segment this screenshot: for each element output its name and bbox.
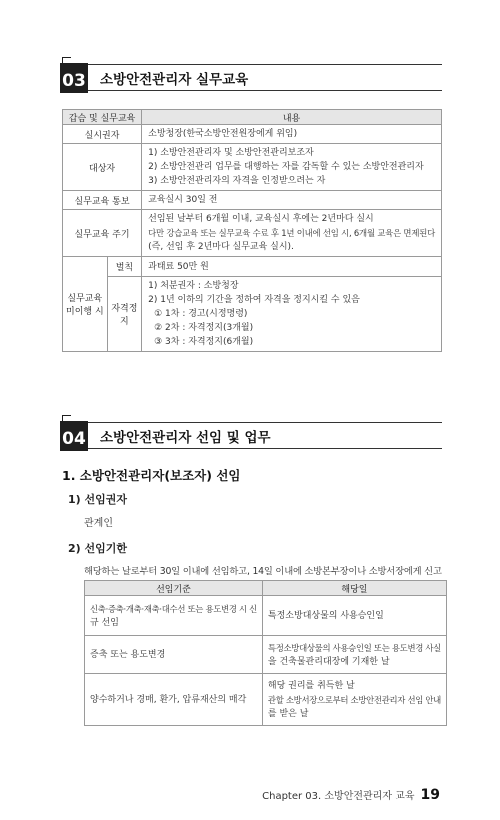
content-line: 3) 소방안전관리자의 자격을 인정받으려는 자 bbox=[148, 176, 326, 186]
subheading-appointer: 1) 선임권자 bbox=[68, 493, 128, 506]
suspend-label: 자격정지 bbox=[107, 277, 141, 352]
table-row bbox=[63, 277, 442, 352]
table-row bbox=[63, 191, 442, 210]
date-cell bbox=[262, 596, 446, 636]
row-label: 대상자 bbox=[63, 144, 142, 191]
date-cell bbox=[262, 674, 446, 726]
row-content bbox=[142, 210, 442, 257]
column-header: 갑슴 및 실무교육 bbox=[63, 110, 142, 125]
suspend-content bbox=[142, 277, 442, 352]
content-subline: ① 1차 : 경고(시정명령) bbox=[154, 309, 248, 319]
cell-line: 관할 소방서장으로부터 소방안전관리자 선임 안내 bbox=[267, 694, 441, 705]
table-header-row bbox=[63, 110, 442, 125]
deadline-text: 해당하는 날로부터 30일 이내에 선임하고, 14일 이내에 소방본부장이나 소방서장에게 신고 bbox=[84, 566, 442, 577]
content-line: 소방청장(한국소방안전원장에게 위임) bbox=[148, 129, 298, 139]
row-content bbox=[142, 125, 442, 144]
cell-line: 특정소방대상물의 사용승인일 bbox=[267, 610, 384, 621]
section-03-header bbox=[62, 64, 442, 91]
criteria-cell bbox=[85, 636, 263, 674]
cell-line: 증축 또는 용도변경 bbox=[90, 649, 166, 660]
fine-value: 과태료 50만 원 bbox=[142, 257, 442, 277]
row-label: 실무교육 주기 bbox=[63, 210, 142, 257]
row-content bbox=[142, 191, 442, 210]
training-table bbox=[62, 109, 442, 352]
section-04-header bbox=[62, 422, 442, 449]
content-line: 1) 소방안전관리자 및 소방안전관리보조자 bbox=[148, 148, 314, 158]
section-number-badge: 04 bbox=[60, 421, 88, 451]
table-row bbox=[63, 125, 442, 144]
table-row bbox=[63, 144, 442, 191]
row-content bbox=[142, 144, 442, 191]
content-line: 교육실시 30일 전 bbox=[148, 195, 218, 205]
content-line: 다만 강습교육 또는 실무교육 수료 후 1년 이내에 선임 시, 6개월 교육은 면제된다 bbox=[148, 228, 435, 238]
content-subline: ③ 3차 : 자격정지(6개월) bbox=[154, 337, 254, 347]
section-title: 소방안전관리자 선임 및 업무 bbox=[100, 429, 271, 446]
section-title: 소방안전관리자 실무교육 bbox=[100, 71, 249, 88]
table-row bbox=[63, 257, 442, 277]
row-label: 실무교육 통보 bbox=[63, 191, 142, 210]
criteria-cell bbox=[85, 674, 263, 726]
cell-line: 해당 권리를 취득한 날 bbox=[267, 680, 355, 691]
fine-label: 벌칙 bbox=[107, 257, 141, 277]
date-cell bbox=[262, 636, 446, 674]
label-line: 미이행 시 bbox=[66, 307, 104, 317]
row-label: 실시권자 bbox=[63, 125, 142, 144]
content-line: 선임된 날부터 6개월 이내, 교육실시 후에는 2년마다 실시 bbox=[148, 214, 374, 224]
column-header: 내용 bbox=[142, 110, 442, 125]
label-line: 실무교육 bbox=[67, 294, 103, 304]
appointer-text: 관계인 bbox=[84, 518, 113, 529]
table-header-row bbox=[85, 581, 447, 596]
cell-line: 를 받은 날 bbox=[267, 708, 309, 719]
cell-line: 양수하거나 경매, 환가, 압류재산의 매각 bbox=[90, 694, 247, 705]
content-line: (즉, 선임 후 2년마다 실무교육 실시). bbox=[148, 242, 294, 252]
penalty-label bbox=[63, 257, 108, 352]
column-header: 선임기준 bbox=[85, 581, 263, 596]
table-row bbox=[85, 596, 447, 636]
cell-line: 을 건축물관리대장에 기재한 날 bbox=[267, 656, 390, 667]
page-number: 19 bbox=[420, 787, 440, 803]
cell-line: 규 선임 bbox=[90, 617, 119, 628]
chapter-label: Chapter 03. 소방안전관리자 교육 bbox=[262, 791, 415, 802]
table-row bbox=[85, 636, 447, 674]
content-line: 1) 처분권자 : 소방청장 bbox=[148, 281, 239, 291]
heading-appointment: 1. 소방안전관리자(보조자) 선임 bbox=[62, 468, 241, 483]
subheading-deadline: 2) 선임기한 bbox=[68, 542, 128, 555]
cell-line: 특정소방대상물의 사용승인일 또는 용도변경 사실 bbox=[267, 642, 441, 653]
section-number-badge: 03 bbox=[60, 63, 88, 93]
appointment-table bbox=[84, 580, 447, 726]
criteria-cell bbox=[85, 596, 263, 636]
table-row bbox=[85, 674, 447, 726]
column-header: 해당일 bbox=[262, 581, 446, 596]
content-line: 2) 1년 이하의 기간을 정하여 자격을 정지시킬 수 있음 bbox=[148, 295, 360, 305]
cell-line: 신축·증축·개축·재축·대수선 또는 용도변경 시 신 bbox=[90, 603, 257, 614]
table-row bbox=[63, 210, 442, 257]
content-subline: ② 2차 : 자격정지(3개월) bbox=[154, 323, 254, 333]
content-line: 2) 소방안전관리 업무를 대행하는 자를 감독할 수 있는 소방안전관리자 bbox=[148, 162, 424, 172]
page-footer bbox=[262, 787, 440, 803]
